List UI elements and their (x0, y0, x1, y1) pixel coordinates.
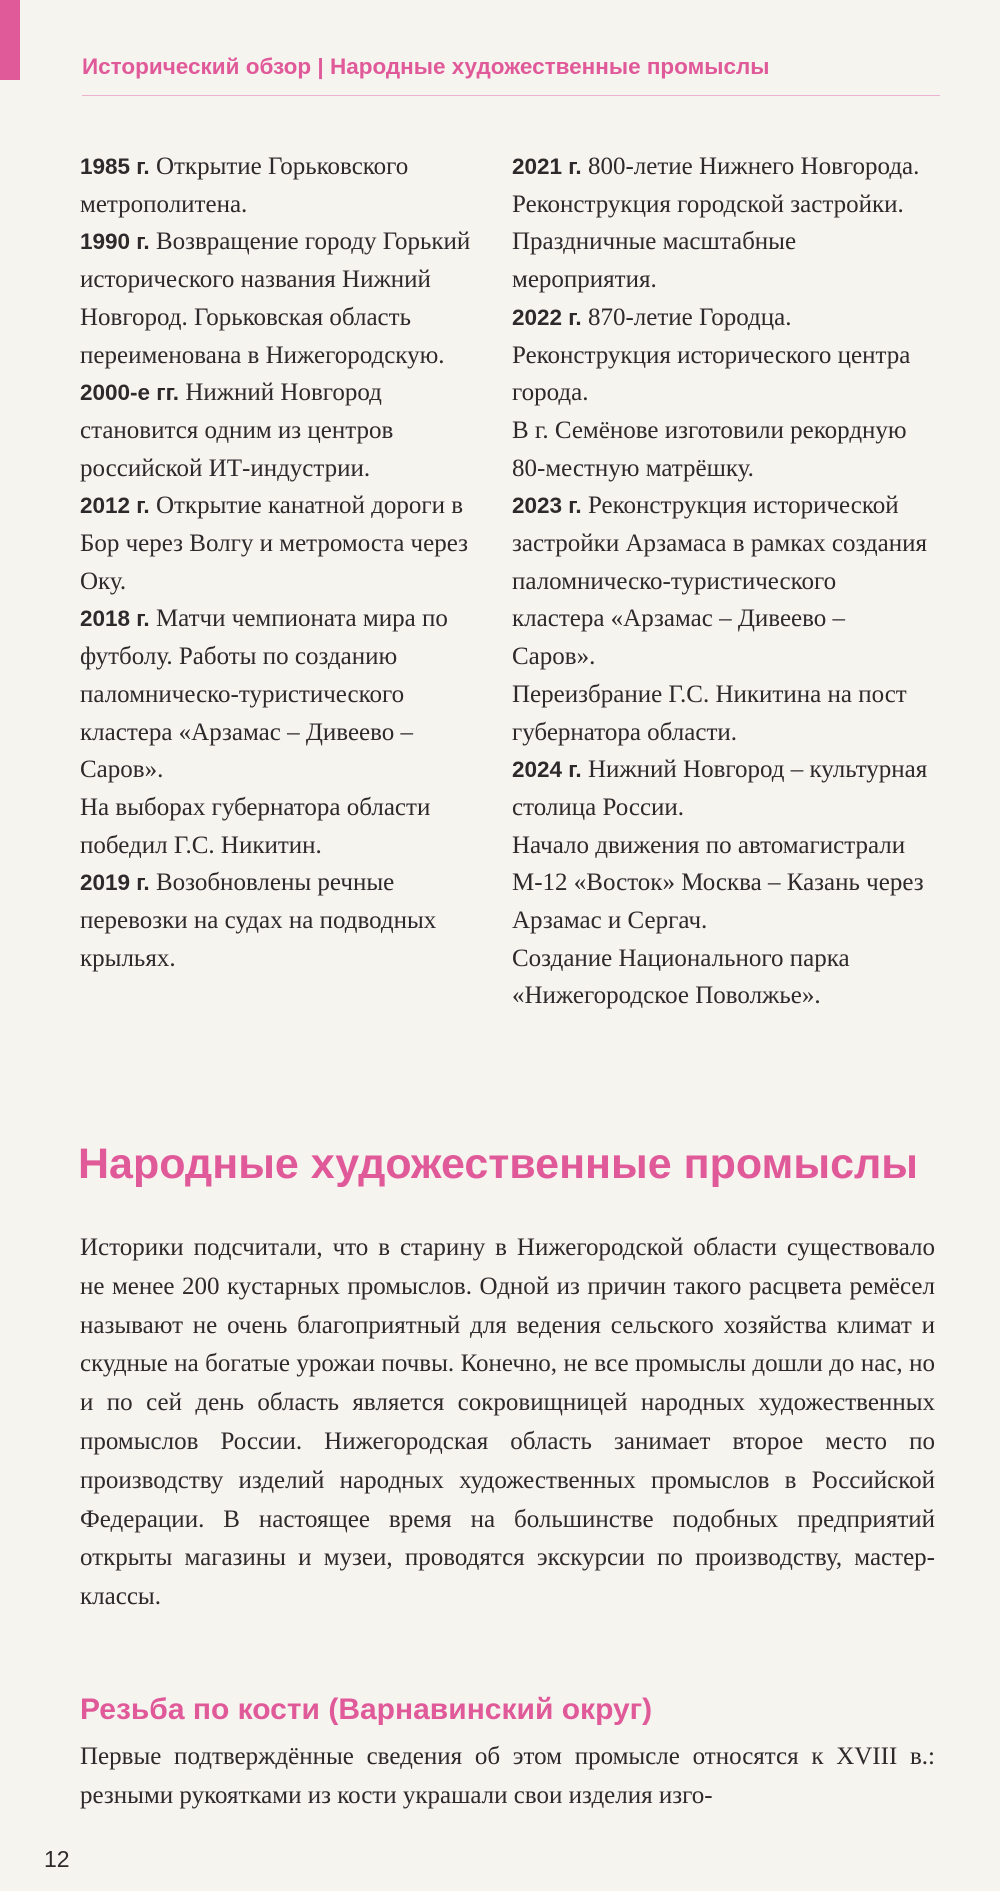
timeline-left-column (80, 148, 485, 977)
timeline-text: Открытие Горьковского метрополитена. (80, 153, 409, 218)
timeline-text: Нижний Новгород – культурная столица России. (512, 756, 928, 821)
timeline-text: Возобновлены речные перевозки на судах на подводных крыльях. (80, 869, 437, 972)
section-title: Народные художественные промыслы (78, 1140, 919, 1188)
timeline-text: Начало движения по автомагистрали М-12 «Восток» Москва – Казань через Арзамас и Сергач. (512, 831, 924, 935)
timeline-year: 2019 г. (80, 870, 150, 896)
timeline-text: Переизбрание Г.С. Никитина на пост губернатора области. (512, 680, 907, 746)
section-intro-paragraph: Историки подсчитали, что в старину в Нижегородской области существовало не менее 200 кустарных промыслов. Одной из причин такого расцвета ремёсел называют не очень благоприятный для ведения сельского хозяйства климат и скудные на богатые урожаи почвы. Конечно, не все промыслы дошли до нас, но и по сей день область является сокровищницей народных художественных промыслов России. Нижегородская область занимает второе место по производству изделий народных художественных промыслов в Российской Федерации. В настоящее время на большинстве подобных предприятий открыты магазины и музеи, проводятся экскурсии по производству, мастер-классы. (80, 1234, 935, 1611)
timeline-entry (512, 940, 932, 1015)
timeline-text: Создание Национального парка «Нижегородское Поволжье». (512, 944, 850, 1010)
timeline-year: 2018 г. (80, 606, 150, 632)
running-header: Исторический обзор | Народные художественные промыслы (82, 54, 770, 79)
timeline-year: 2023 г. (512, 493, 582, 519)
timeline-text: Матчи чемпионата мира по футболу. Работы по созданию паломническо-туристического кластера «Арзамас – Дивеево – Саров». (80, 605, 448, 784)
timeline-entry (80, 148, 485, 223)
timeline-entry (512, 487, 932, 676)
timeline-entry (80, 487, 485, 600)
timeline-text: Открытие канатной дороги в Бор через Волгу и метромоста через Оку. (80, 492, 468, 595)
timeline-year: 2024 г. (512, 757, 582, 783)
timeline-year: 2021 г. (512, 154, 582, 179)
timeline-year: 1990 г. (80, 229, 150, 255)
timeline-entry (512, 827, 932, 940)
page-number: 12 (44, 1846, 70, 1872)
timeline-text: 800-летие Нижнего Новгорода. Реконструкция городской застройки. Праздничные масштабные мероприятия. (512, 153, 920, 294)
timeline-entry (80, 600, 485, 789)
timeline-text: На выборах губернатора области победил Г.С. Никитин. (80, 793, 431, 859)
timeline-right-column (512, 148, 932, 1015)
timeline-text: 870-летие Городца. Реконструкция исторического центра города. (512, 303, 911, 407)
timeline-text: Возвращение городу Горький исторического названия Нижний Новгород. Горьковская область переименована в Нижегородскую. (80, 228, 471, 369)
timeline-entry (512, 676, 932, 751)
subsection-title: Резьба по кости (Варнавинский округ) (80, 1693, 653, 1726)
edge-color-tab (0, 0, 20, 80)
timeline-entry (512, 751, 932, 826)
header-divider (82, 95, 940, 96)
timeline-text: В г. Семёнове изготовили рекордную 80-местную матрёшку. (512, 416, 907, 482)
timeline-text: Реконструкция исторической застройки Арзамаса в рамках создания паломническо-туристического кластера «Арзамас – Дивеево – Саров». (512, 492, 927, 671)
subsection-paragraph: Первые подтверждённые сведения об этом промысле относятся к XVIII в.: резными рукоятками из кости украшали свои изделия изго- (80, 1743, 935, 1809)
timeline-year: 2022 г. (512, 304, 582, 330)
timeline-text: Нижний Новгород становится одним из центров российской ИТ-индустрии. (80, 379, 394, 482)
timeline-entry (512, 148, 932, 299)
timeline-entry (512, 299, 932, 412)
timeline-entry (80, 374, 485, 487)
timeline-year: 2012 г. (80, 493, 150, 519)
timeline-entry (80, 223, 485, 374)
timeline-entry (80, 864, 485, 977)
timeline-year: 2000-е гг. (80, 380, 180, 406)
timeline-entry (80, 789, 485, 864)
timeline-year: 1985 г. (80, 154, 150, 179)
timeline-entry (512, 412, 932, 487)
